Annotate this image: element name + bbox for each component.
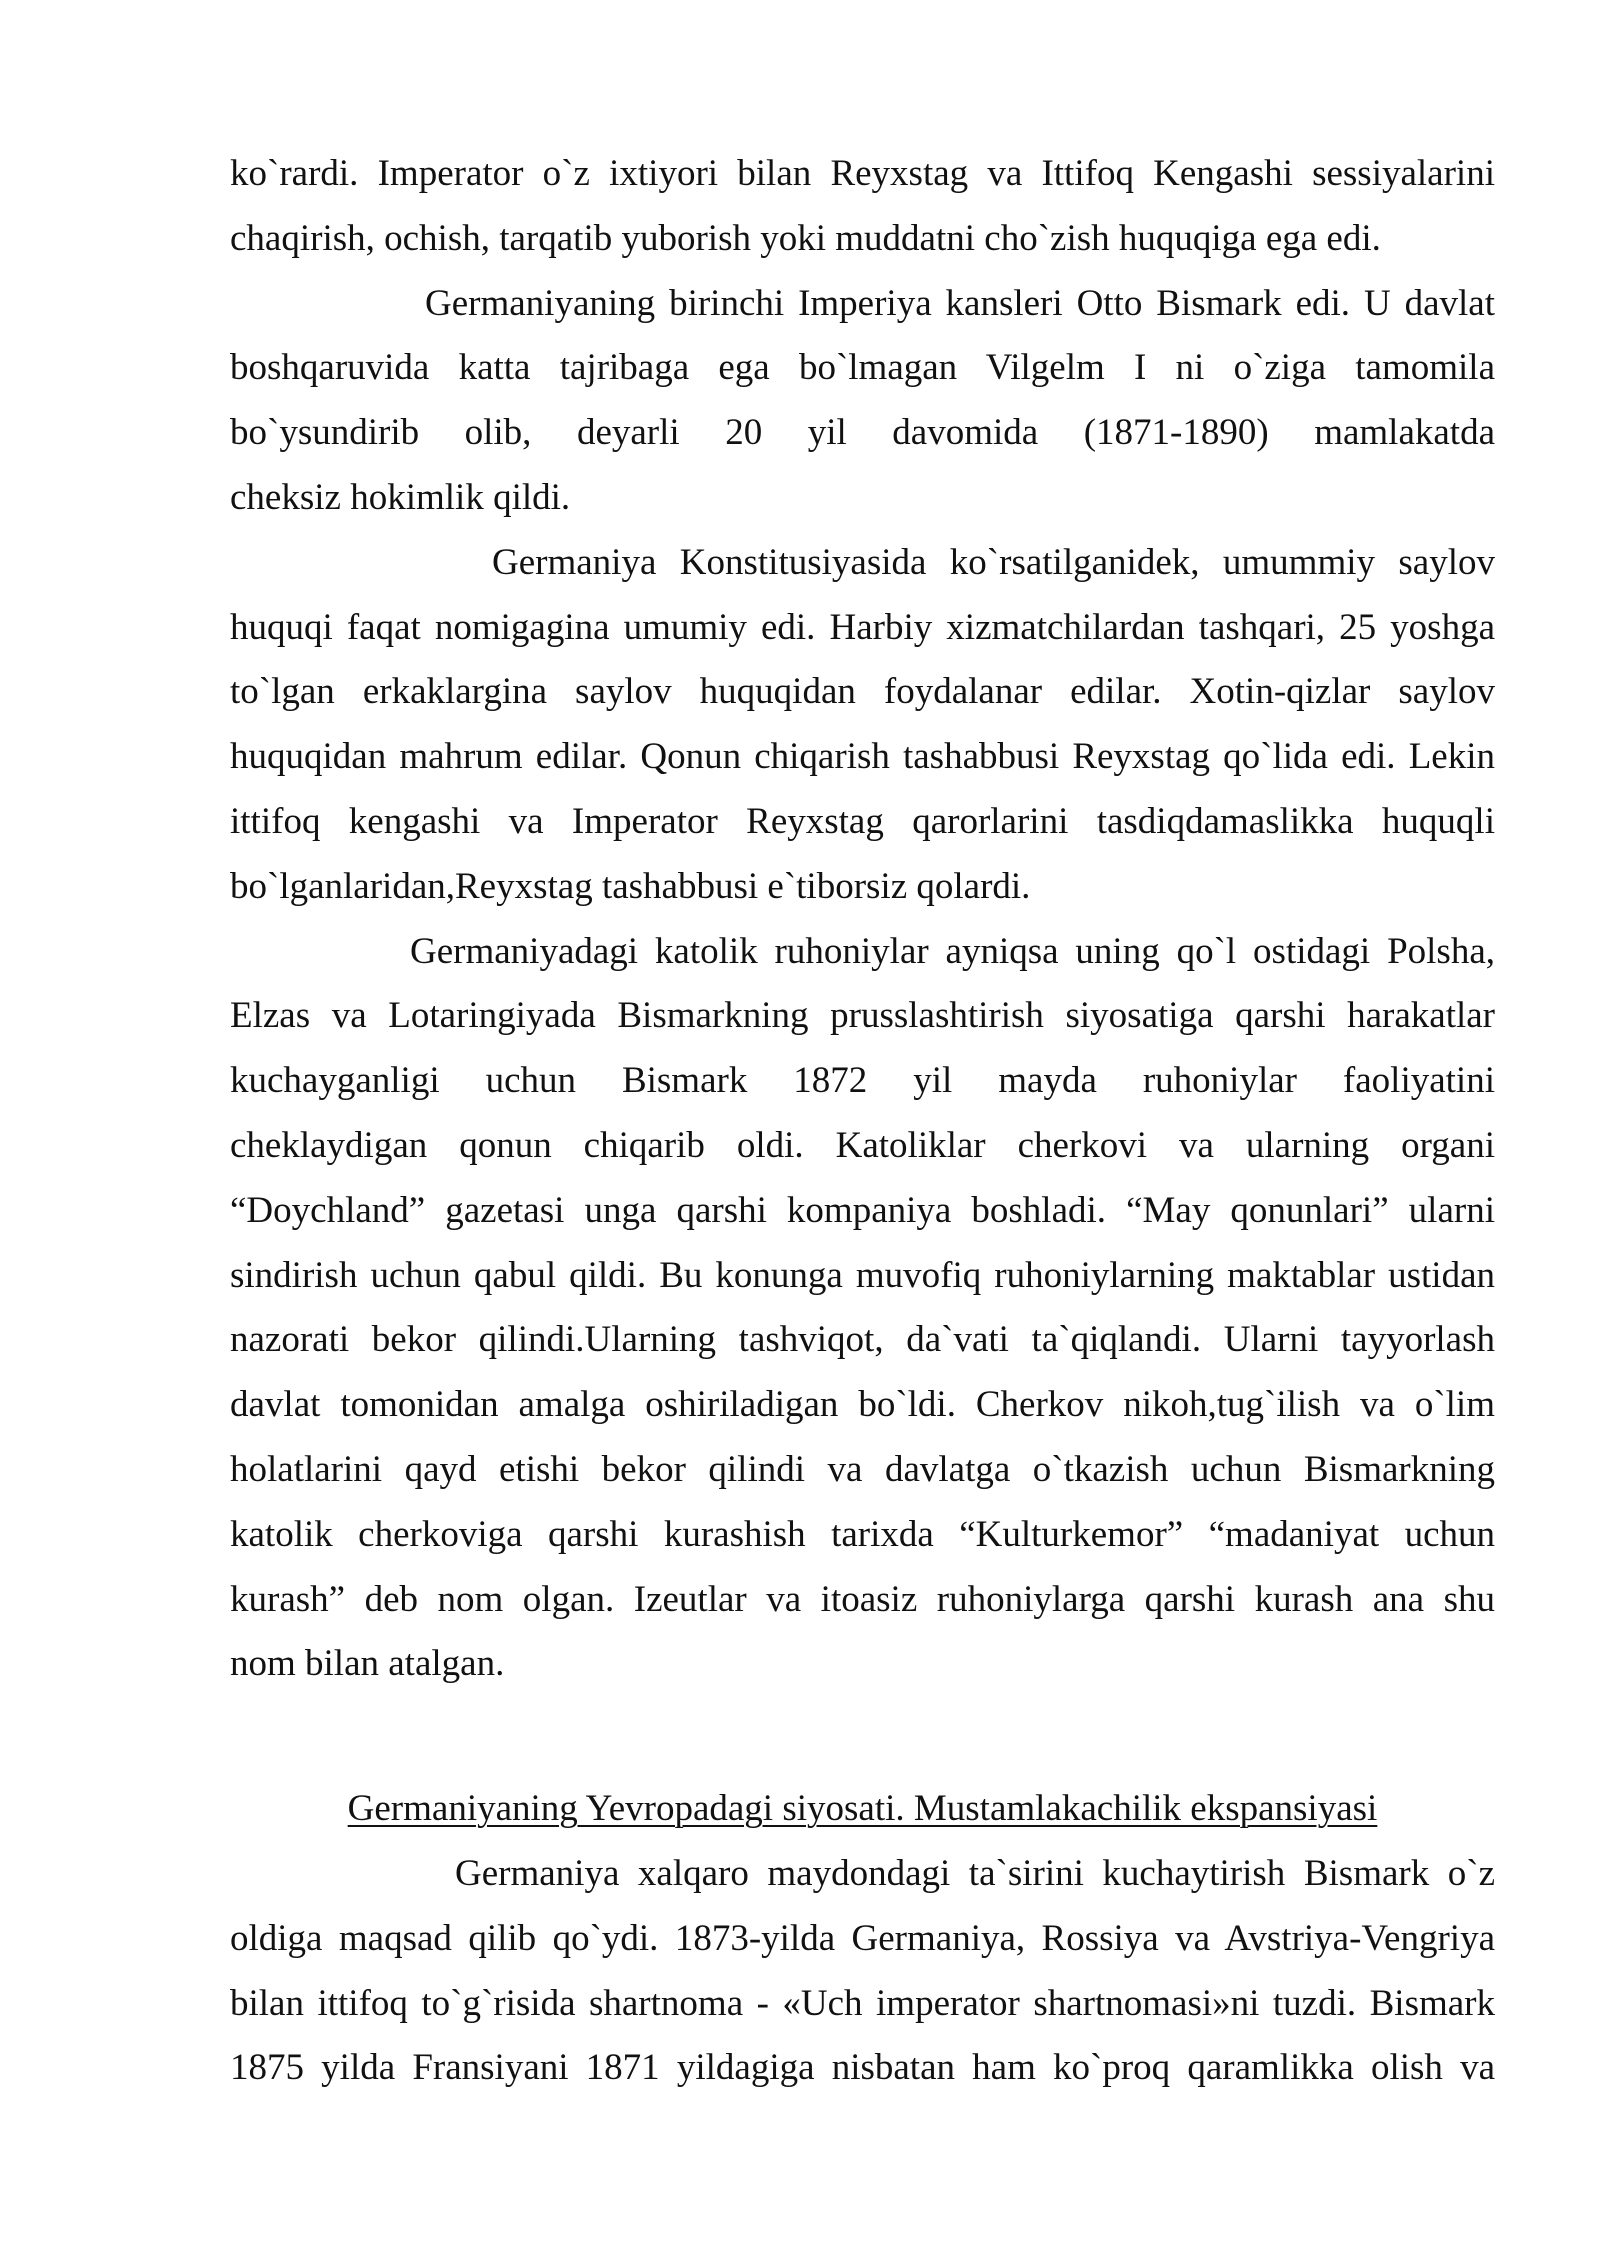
- paragraph-2: [230, 272, 1495, 531]
- section-heading: Germaniyaning Yevropadagi siyosati. Mustamlakachilik ekspansiyasi: [347, 1788, 1378, 1830]
- text-line: chaqirish, ochish, tarqatib yuborish yoki muddatni cho`zish huquqiga ega edi.: [230, 217, 1381, 259]
- text-line: bilan ittifoq to`g`risida shartnoma - «Uch imperator shartnomasi»ni tuzdi. Bismark: [230, 1982, 1495, 2024]
- text-line: davlat tomonidan amalga oshiriladigan bo`ldi. Cherkov nikoh,tug`ilish va o`lim: [230, 1384, 1495, 1426]
- text-line: 1875 yilda Fransiyani 1871 yildagiga nisbatan ham ko`proq qaramlikka olish va: [230, 2047, 1495, 2089]
- text-line: bo`ysundirib olib, deyarli 20 yil davomida (1871-1890) mamlakatda: [230, 412, 1495, 454]
- text-line: nazorati bekor qilindi.Ularning tashviqot, da`vati ta`qiqlandi. Ularni tayyorlash: [230, 1319, 1495, 1361]
- text-line: nom bilan atalgan.: [230, 1643, 505, 1685]
- text-line: “Doychland” gazetasi unga qarshi kompaniya boshladi. “May qonunlari” ularni: [230, 1189, 1495, 1231]
- text-line: katolik cherkoviga qarshi kurashish tarixda “Kulturkemor” “madaniyat uchun: [230, 1513, 1495, 1555]
- text-line: huquqi faqat nomigagina umumiy edi. Harbiy xizmatchilardan tashqari, 25 yoshga: [230, 606, 1495, 648]
- text-line: ko`rardi. Imperator o`z ixtiyori bilan Reyxstag va Ittifoq Kengashi sessiyalarini: [230, 153, 1495, 194]
- text-line: Germaniya xalqaro maydondagi ta`sirini kuchaytirish Bismark o`z: [455, 1852, 1495, 1894]
- text-line: Germaniyadagi katolik ruhoniylar ayniqsa uning qo`l ostidagi Polsha,: [410, 930, 1495, 972]
- text-line: oldiga maqsad qilib qo`ydi. 1873-yilda Germaniya, Rossiya va Avstriya-Vengriya: [230, 1917, 1495, 1959]
- text-line: bo`lganlaridan,Reyxstag tashabbusi e`tiborsiz qolardi.: [230, 865, 1031, 907]
- text-line: sindirish uchun qabul qildi. Bu konunga muvofiq ruhoniylarning maktablar ustidan: [230, 1254, 1495, 1296]
- paragraph-4: [230, 920, 1495, 1698]
- text-line: Germaniya Konstitusiyasida ko`rsatilganidek, umummiy saylov: [492, 541, 1495, 583]
- paragraph-1: [230, 142, 1495, 272]
- text-line: cheklaydigan qonun chiqarib oldi. Katoliklar cherkovi va ularning organi: [230, 1124, 1495, 1166]
- text-line: holatlarini qayd etishi bekor qilindi va davlatga o`tkazish uchun Bismarkning: [230, 1448, 1495, 1490]
- text-line: Elzas va Lotaringiyada Bismarkning prusslashtirish siyosatiga qarshi harakatlar: [230, 995, 1495, 1037]
- text-line: cheksiz hokimlik qildi.: [230, 476, 571, 518]
- text-line: to`lgan erkaklargina saylov huquqidan foydalanar edilar. Xotin-qizlar saylov: [230, 671, 1495, 713]
- text-line: ittifoq kengashi va Imperator Reyxstag qarorlarini tasdiqdamaslikka huquqli: [230, 800, 1495, 842]
- paragraph-3: [230, 531, 1495, 920]
- text-line: kurash” deb nom olgan. Izeutlar va itoasiz ruhoniylarga qarshi kurash ana shu: [230, 1578, 1495, 1620]
- paragraph-5: [230, 1842, 1495, 2101]
- text-line: Germaniyaning birinchi Imperiya kansleri Otto Bismark edi. U davlat: [425, 282, 1495, 324]
- text-line: huquqidan mahrum edilar. Qonun chiqarish tashabbusi Reyxstag qo`lida edi. Lekin: [230, 736, 1495, 778]
- text-line: boshqaruvida katta tajribaga ega bo`lmagan Vilgelm I ni o`ziga tamomila: [230, 347, 1495, 389]
- text-line: kuchayganligi uchun Bismark 1872 yil mayda ruhoniylar faoliyatini: [230, 1060, 1495, 1102]
- document-body: [230, 142, 1495, 2101]
- section-spacer: [230, 1697, 1495, 1777]
